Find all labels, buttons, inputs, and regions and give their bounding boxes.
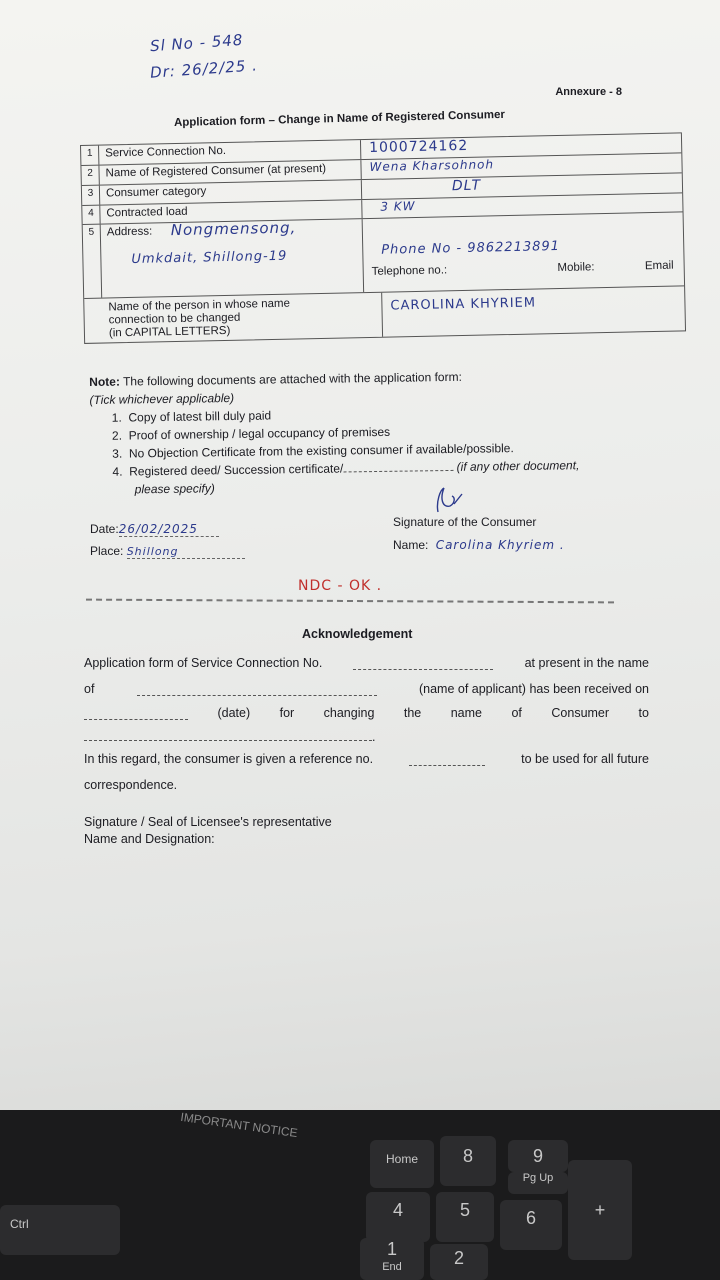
row-number: 5: [83, 225, 103, 298]
note-tick-instruction: (Tick whichever applicable): [89, 390, 235, 408]
ack-text: In this regard, the consumer is given a reference no.: [84, 752, 374, 766]
date-handwritten: Dr: 26/2/25 .: [149, 56, 259, 82]
row-label: Consumer category: [100, 180, 362, 204]
row-number: 2: [81, 166, 99, 185]
service-connection-value: 1000724162: [368, 137, 469, 156]
name-field: [393, 538, 565, 552]
list-item-tail: (if any other document,: [456, 458, 580, 474]
key-plus[interactable]: +: [568, 1160, 632, 1260]
ack-text: Consumer: [551, 706, 610, 720]
new-name-label-line: (in CAPITAL LETTERS): [108, 324, 231, 340]
form-table: [80, 132, 686, 344]
list-item-text: Registered deed/ Succession certificate/: [129, 461, 344, 479]
row-label: Service Connection No.: [99, 140, 361, 164]
ack-text: Application form of Service Connection No.: [84, 656, 323, 670]
ack-text: name: [450, 706, 483, 720]
ack-blank: [84, 706, 188, 720]
place-value: Shillong: [127, 545, 245, 559]
key-6[interactable]: 6: [500, 1200, 562, 1250]
ack-blank: [353, 656, 493, 670]
contact-cell: [363, 212, 684, 292]
serial-number-handwritten: Sl No - 548: [149, 30, 244, 56]
licensee-name-label: Name and Designation:: [84, 832, 215, 846]
list-item: 3. No Objection Certificate from the existing consumer if available/possible.: [112, 441, 514, 461]
name-label: Name:: [393, 538, 429, 552]
row-label: Contracted load: [100, 200, 362, 223]
key-end-label: End: [382, 1261, 402, 1273]
form-title: Application form – Change in Name of Registered Consumer: [173, 108, 506, 129]
address-line-1: Nongmensong,: [170, 218, 297, 240]
note-text: The following documents are attached with the application form:: [122, 369, 462, 389]
signature-mark: [430, 482, 470, 518]
ack-line-6: correspondence.: [84, 778, 178, 792]
row-label: Address:: [106, 225, 153, 239]
ack-blank: [84, 740, 372, 741]
address-cell: [101, 219, 364, 297]
list-item: 4. Registered deed/ Succession certificate/ (if any other document,: [112, 458, 580, 479]
mobile-label: Mobile:: [557, 261, 595, 275]
key-2[interactable]: 2: [430, 1244, 488, 1280]
ack-line-1: [84, 656, 649, 670]
ack-text: for: [279, 706, 295, 720]
ack-text: the: [403, 706, 422, 720]
note-section: [89, 366, 580, 499]
ack-line-3: [84, 706, 649, 720]
list-item-text: Copy of latest bill duly paid: [128, 408, 272, 425]
ndc-ok-note: NDC - OK .: [298, 578, 383, 594]
ack-text: to be used for all future: [521, 752, 649, 766]
annexure-label: Annexure - 8: [555, 86, 622, 98]
contracted-load-value: 3 KW: [380, 198, 416, 214]
ack-text: changing: [323, 706, 375, 720]
phone-value: Phone No - 9862213891: [381, 238, 561, 258]
signature-label: Signature of the Consumer: [393, 515, 537, 529]
row-number-blank: [84, 299, 103, 343]
key-1-label: 1: [386, 1239, 397, 1259]
row-number: 4: [82, 206, 100, 224]
list-item-text: No Objection Certificate from the existing consumer if available/possible.: [128, 441, 514, 461]
acknowledgement-title: Acknowledgement: [302, 627, 413, 641]
ack-line-4: .: [84, 730, 649, 744]
key-8[interactable]: 8: [440, 1136, 496, 1186]
key-home[interactable]: Home: [370, 1140, 434, 1188]
row-number: 1: [81, 146, 99, 165]
ack-line-2: [84, 682, 649, 696]
row-number: 3: [82, 186, 100, 205]
place-label: Place:: [90, 544, 124, 558]
key-9[interactable]: 9: [508, 1140, 568, 1172]
name-value: Carolina Khyriem .: [435, 538, 565, 552]
date-value: 26/02/2025: [119, 522, 219, 537]
list-item-text: Proof of ownership / legal occupancy of premises: [128, 424, 391, 443]
ack-blank: [137, 682, 377, 696]
table-row: [83, 212, 684, 299]
key-ctrl[interactable]: Ctrl: [0, 1205, 120, 1255]
ack-text: (date): [217, 706, 251, 720]
ack-text: (name of applicant) has been received on: [418, 682, 649, 696]
email-label: Email: [644, 259, 674, 273]
address-line-2: Umkdait, Shillong-19: [131, 248, 288, 267]
ack-text: of: [84, 682, 95, 696]
note-heading: Note:: [89, 374, 121, 390]
consumer-category-value: DLT: [451, 177, 482, 195]
row-label: Name of Registered Consumer (at present): [99, 160, 361, 184]
date-field: [90, 522, 219, 537]
list-item: 2. Proof of ownership / legal occupancy of premises: [111, 424, 391, 443]
key-pg-up[interactable]: Pg Up: [508, 1172, 568, 1194]
ack-text: to: [638, 706, 649, 720]
place-field: [90, 544, 245, 559]
ack-blank: [409, 752, 485, 766]
date-label: Date:: [90, 522, 119, 536]
telephone-label: Telephone no.:: [371, 264, 448, 278]
new-name-value: CAROLINA KHYRIEM: [390, 295, 537, 314]
new-name-label: [102, 293, 383, 343]
ack-line-5: [84, 752, 649, 766]
key-1[interactable]: [360, 1238, 424, 1280]
list-item: 1. Copy of latest bill duly paid: [111, 408, 272, 425]
new-name-label-line: Name of the person in whose name: [108, 297, 291, 314]
licensee-signature-label: Signature / Seal of Licensee's representative: [84, 815, 332, 829]
key-4[interactable]: 4: [366, 1192, 430, 1242]
registered-consumer-value: Wena Kharsohnoh: [369, 157, 495, 174]
ack-text: of: [511, 706, 522, 720]
list-item-continuation: please specify): [134, 481, 215, 497]
keyboard-notice-sticker: IMPORTANT NOTICE: [179, 1109, 299, 1141]
key-5[interactable]: 5: [436, 1192, 494, 1242]
ack-text: at present in the name: [524, 656, 649, 670]
new-name-label-line: connection to be changed: [108, 311, 241, 327]
divider: [86, 599, 614, 604]
